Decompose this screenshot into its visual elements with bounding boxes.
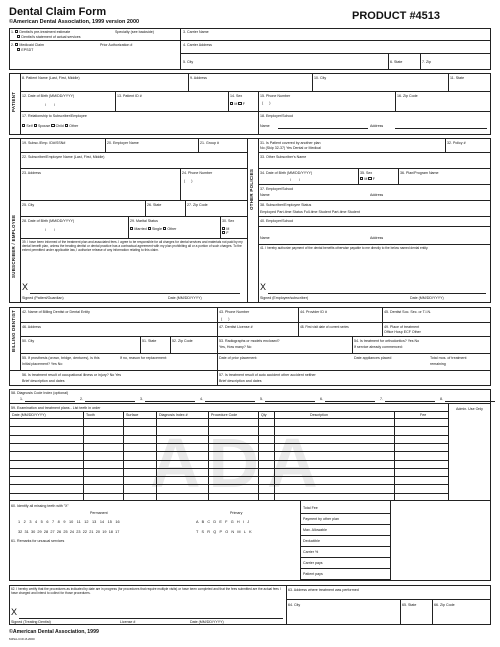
dentist-signature-date-label: Date (MM/DD/YYYY) (190, 620, 224, 624)
actual-services-checkbox[interactable] (17, 35, 20, 38)
patient-zip-label: 16. Zip Code (397, 94, 418, 98)
pretreatment-checkbox[interactable] (15, 30, 18, 33)
carrier-name-label: 3. Carrier Name (183, 30, 209, 34)
subscriber-signature-x: X (260, 282, 267, 292)
product-number: PRODUCT #4513 (352, 10, 441, 22)
treatment-address-label: 63. Address where treatment was performed (288, 588, 359, 592)
diagnosis-index-2: 2. (80, 397, 83, 401)
other-sex-m-checkbox[interactable] (360, 177, 363, 180)
billing-dentist-name-label: 42. Name of Billing Dentist or Dental Entity (22, 310, 90, 314)
patient-dob-slashes: / / (45, 103, 55, 107)
payment-authorization: 41. I hereby authorize payment of the dental benefits otherwise payable to me directly to the below named dental entity. (260, 246, 429, 250)
first-visit-label: 48. First visit date of current series (300, 325, 349, 329)
replacement-reason-label: If no, reason for replacement: (120, 356, 167, 360)
subscriber-dob-label: 28. Date of Birth (MM/DD/YYYY) (22, 219, 75, 223)
total-item-3: Deductible (303, 539, 320, 543)
subscriber-id-label: 19. Subsc./Emp. ID#/SSN# (22, 141, 66, 145)
primary-label: Primary (230, 511, 243, 515)
relationship-label: 17. Relationship to Subscriber/Employee (22, 114, 87, 118)
other-coverage-label: 31. Is Patient covered by another plan (260, 141, 321, 145)
dentist-signature-label: Signed (Treating Dentist) (11, 620, 51, 624)
patient-phone-parens: ( ) (262, 101, 271, 105)
patient-section (9, 73, 491, 135)
prosthesis-label: 55. If prosthesis (crown, bridge, dentures), is this (22, 356, 100, 360)
field-1-label: 1. Dentist's pre-treatment estimate (11, 30, 71, 34)
treatment-row[interactable] (9, 451, 448, 452)
subscriber-signature-date-label: Date (MM/DD/YYYY) (410, 296, 444, 300)
diagnosis-index-4: 4. (200, 397, 203, 401)
employer-name-label: 20. Employer Name (107, 141, 139, 145)
total-item-2: Max. Allowable (303, 528, 327, 532)
total-item-0: Total Fee (303, 506, 318, 510)
epsdt-checkbox[interactable] (17, 48, 20, 51)
accident-brief-label: Brief description and dates (219, 379, 262, 383)
medicaid-checkbox[interactable] (15, 43, 18, 46)
treatment-city-label: 64. City (288, 603, 301, 607)
subscriber-sex-options: M F (222, 227, 229, 235)
subscriber-dob-slashes: / / (45, 228, 55, 232)
primary-lower-row: T S R Q P O N M L K (196, 530, 252, 534)
subscriber-sex-f-checkbox[interactable] (222, 231, 225, 234)
patient-employer-label: 18. Employer/School (260, 114, 294, 118)
treatment-row[interactable] (9, 468, 448, 469)
treatment-row[interactable] (9, 443, 448, 444)
subscriber-section (9, 138, 491, 303)
subscriber-phone-parens: ( ) (184, 179, 193, 183)
patient-section-label: PATIENT (11, 91, 16, 112)
treatment-row[interactable] (9, 435, 448, 436)
patient-sex-label: 14. Sex (230, 94, 243, 98)
marital-status-label: 29. Marital Status (130, 219, 158, 223)
patient-employer-address-label: Address (370, 124, 384, 128)
subscriber-signature-label: Signed (Employee/subscriber) (260, 296, 309, 300)
prior-placement-label: Date of prior placement: (219, 356, 258, 360)
ada-watermark: ADA (150, 424, 326, 502)
missing-teeth-section (9, 501, 491, 581)
diagnosis-index-5: 5. (260, 397, 263, 401)
remarks-label: 61. Remarks for unusual services (11, 539, 65, 543)
treatment-col-3: Diagnosis Index # (159, 413, 188, 417)
total-item-4: Carrier % (303, 550, 319, 554)
other-dob-slashes: / / (290, 178, 300, 182)
prior-auth-label: Prior Authorization # (100, 43, 133, 47)
subscriber-employer-name-label: Name (260, 236, 270, 240)
diagnosis-index-6: 6. (320, 397, 323, 401)
billing-phone-label: 43. Phone Number (219, 310, 250, 314)
other-sex-options: M F (360, 177, 375, 181)
patient-state-label: 11. State (450, 76, 465, 80)
other-dob-label: 34. Date of Birth (MM/DD/YYYY) (260, 171, 313, 175)
treatment-row[interactable] (9, 484, 448, 485)
primary-upper-row: A B C D E F G H I J (196, 520, 250, 524)
diagnosis-index-1: 1. (20, 397, 23, 401)
other-subscriber-name-label: 33. Other Subscriber's Name (260, 155, 307, 159)
permanent-upper-row: 1 2 3 4 5 6 7 8 9 10 11 12 13 14 15 16 (18, 520, 120, 524)
billing-address-label: 46. Address (22, 325, 41, 329)
months-remaining-label: remaining (430, 362, 446, 366)
group-number-label: 21. Group # (200, 141, 219, 145)
patient-signature-label: Signed (Patient/Guardian) (22, 296, 64, 300)
diagnosis-code-label: 58. Diagnosis Code Index (optional) (11, 391, 69, 395)
billing-section-label: BILLING DENTIST (11, 309, 16, 352)
diagnosis-index-7: 7. (380, 397, 383, 401)
treatment-row[interactable] (9, 476, 448, 477)
total-item-6: Patient pays (303, 572, 323, 576)
subscriber-employer-address-label: Address (370, 236, 384, 240)
patient-address-label: 9. Address (190, 76, 207, 80)
plan-name-label: 36. Plan/Program Name (400, 171, 439, 175)
dentist-tin-label: 45. Dentist Soc. Sec. or T.I.N. (384, 310, 432, 314)
accident-label: 57. Is treatment result of auto accident other accident neither (219, 373, 316, 377)
patient-signature-date-label: Date (MM/DD/YYYY) (168, 296, 202, 300)
certification-statement: 62. I hereby certify that the procedures as indicated by date are in progress (for procedures that require multiple visits) or have been completed and that the fees submitted are the actual fees I have charged and intend to collect for those procedures. (11, 587, 281, 595)
policy-number-label: 32. Policy # (447, 141, 466, 145)
billing-city-label: 50. City (22, 339, 35, 343)
diagnosis-index-3: 3. (140, 397, 143, 401)
other-sex-label: 35. Sex (360, 171, 373, 175)
appliances-placed-label: Date appliances placed (354, 356, 392, 360)
patient-dob-label: 12. Date of Birth (MM/DD/YYYY) (22, 94, 75, 98)
occupational-label: 56. Is treatment result of occupational illness or injury? No Yes (22, 373, 122, 377)
epsdt-label: EPSDT (17, 48, 33, 52)
treatment-col-7: Fee (420, 413, 427, 417)
prosthesis-initial-label: Initial placement? Yes No (22, 362, 63, 366)
radiographs-options: Yes, How many? No (219, 345, 252, 349)
permanent-lower-row: 32 31 30 29 28 27 26 25 24 23 22 21 20 19 18 17 (18, 530, 120, 534)
patient-phone-label: 15. Phone Number (260, 94, 291, 98)
treatment-col-1: Tooth (86, 413, 95, 417)
carrier-zip-label: 7. Zip (422, 60, 431, 64)
dentist-license-number-label: License # (120, 620, 136, 624)
authorization-statement: 39. I have been informed of the treatment plan and associated fees. I agree to be responsible for all charges for dental services and materials not paid by my dental benefit plan, unless the treating dentist or dental practice has a contractual agreement with my plan prohibiting all or a portion of such charges. To the extent permitted under applicable law, I authorize release of any information relating to this claim. (22, 240, 243, 252)
subscriber-employer-label: 40. Employer/School (260, 219, 294, 223)
place-of-treatment-label: 49. Place of treatment (384, 325, 420, 329)
subscriber-city-label: 25. City (22, 203, 35, 207)
orthodontics-label: 54. Is treatment for orthodontics? Yes No (354, 339, 420, 343)
other-sex-f-checkbox[interactable] (368, 177, 371, 180)
place-of-treatment-options: Office Hosp ECF Other (384, 330, 421, 334)
footer-form-code: M4SA-CCF-8-2000 (9, 637, 35, 641)
treatment-col-5: Qty (261, 413, 267, 417)
other-policies-label: OTHER POLICIES (249, 168, 254, 210)
months-treatment-label: Total mos. of treatment (430, 356, 467, 360)
subscriber-sex-m-checkbox[interactable] (222, 227, 225, 230)
other-employer-label: 37. Employer/School (260, 187, 294, 191)
diagnosis-index-8: 8. (440, 397, 443, 401)
treatment-plan-label: 59. Examination and treatment plans - List teeth in order (11, 406, 101, 410)
patient-signature-x: X (22, 282, 29, 292)
treatment-state-label: 65. State (402, 603, 417, 607)
treatment-zip-label: 66. Zip Code (434, 603, 455, 607)
footer-copyright: ©American Dental Association, 1999 (9, 629, 99, 635)
treatment-row[interactable] (9, 418, 448, 419)
service-commenced-label: If service already commenced: (354, 345, 403, 349)
medicaid-label: 2. Medicaid Claim (11, 43, 44, 47)
treatment-col-2: Surface (126, 413, 139, 417)
relationship-options: Self Spouse Child Other (22, 124, 78, 128)
treatment-col-0: Date (MM/DD/YYYY) (12, 413, 46, 417)
treatment-row[interactable] (9, 493, 448, 494)
rel-child-checkbox[interactable] (51, 124, 54, 127)
employee-status-label: 38. Subscriber/Employee Status (260, 203, 312, 207)
total-item-1: Payment by other plan (303, 517, 339, 521)
patient-employer-name-label: Name (260, 124, 270, 128)
rel-spouse-checkbox[interactable] (34, 124, 37, 127)
form-subtitle: ©American Dental Association, 1999 version 2000 (9, 19, 140, 25)
rel-other-checkbox[interactable] (65, 124, 68, 127)
treatment-row[interactable] (9, 460, 448, 461)
patient-city-label: 10. City (314, 76, 327, 80)
patient-sex-f-checkbox[interactable] (238, 102, 241, 105)
dentist-signature-x: X (11, 607, 18, 617)
subscriber-address-label: 23. Address (22, 171, 41, 175)
subscriber-state-label: 26. State (147, 203, 162, 207)
patient-id-label: 13. Patient ID # (117, 94, 142, 98)
marital-options: Married Single Other (130, 227, 176, 231)
other-employer-address-label: Address (370, 193, 384, 197)
total-item-5: Carrier pays (303, 561, 323, 565)
specialty-label: Specialty (see backside) (115, 30, 154, 34)
carrier-state-label: 6. State (390, 60, 403, 64)
treatment-col-6: Description (310, 413, 328, 417)
subscriber-phone-label: 24. Phone Number (182, 171, 213, 175)
provider-id-label: 44. Provider ID # (300, 310, 327, 314)
patient-sex-m-checkbox[interactable] (230, 102, 233, 105)
other-coverage-options: No (Skip 32-37) Yes Dental or Medical (260, 146, 321, 150)
marital-single-checkbox[interactable] (148, 227, 151, 230)
subscriber-zip-label: 27. Zip Code (187, 203, 208, 207)
carrier-city-label: 5. City (183, 60, 194, 64)
other-employer-name-label: Name (260, 193, 270, 197)
carrier-address-label: 4. Carrier Address (183, 43, 212, 47)
marital-married-checkbox[interactable] (130, 227, 133, 230)
subscriber-name-label: 22. Subscriber/Employee Name (Last, First, Middle) (22, 155, 105, 159)
marital-other-checkbox[interactable] (163, 227, 166, 230)
billing-state-label: 51. State (142, 339, 157, 343)
occupational-brief-label: Brief description and dates (22, 379, 65, 383)
form-title: Dental Claim Form (9, 6, 107, 18)
actual-services-label: Dentist's statement of actual services (17, 35, 81, 39)
permanent-label: Permanent (90, 511, 108, 515)
admin-use-label: Admin. Use Only (456, 407, 483, 411)
treatment-row[interactable] (9, 426, 448, 427)
rel-self-checkbox[interactable] (22, 124, 25, 127)
subscriber-section-label: SUBSCRIBER / EMPLOYEE (11, 214, 16, 278)
employee-status-options: Employed Part-time Status Full-time Student Part-time Student (260, 210, 360, 214)
missing-teeth-label: 60. Identify all missing teeth with "X" (11, 504, 69, 508)
subscriber-sex-label: 30. Sex (222, 219, 235, 223)
patient-sex-options: M F (230, 102, 245, 106)
radiographs-label: 53. Radiographs or models enclosed? (219, 339, 280, 343)
treatment-col-4: Procedure Code (211, 413, 238, 417)
billing-zip-label: 52. Zip Code (172, 339, 193, 343)
billing-phone-parens: ( ) (221, 317, 230, 321)
dentist-license-label: 47. Dentist License # (219, 325, 253, 329)
patient-name-label: 8. Patient Name (Last, First, Middle) (22, 76, 80, 80)
carrier-section (9, 28, 491, 70)
